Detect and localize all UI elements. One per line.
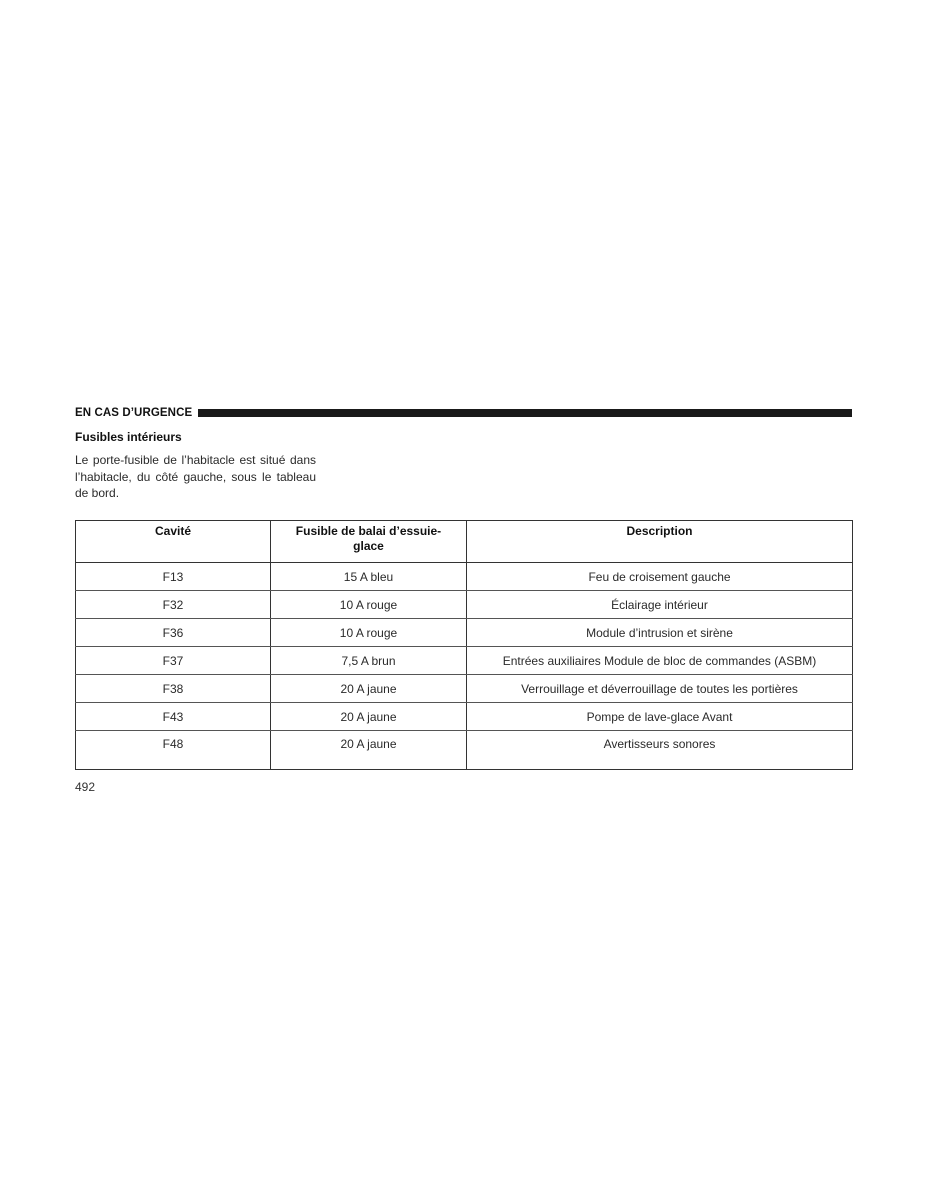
page-number: 492 — [75, 780, 96, 794]
cell-fuse: 20 A jaune — [271, 675, 467, 703]
section-header — [75, 406, 852, 420]
cell-fuse: 20 A jaune — [271, 703, 467, 731]
cell-cavity: F38 — [76, 675, 271, 703]
table-row — [76, 647, 853, 675]
chapter-title: EN CAS D’URGENCE — [75, 407, 193, 419]
table-row — [76, 703, 853, 731]
cell-fuse: 15 A bleu — [271, 563, 467, 591]
table-header-row — [76, 521, 853, 563]
table-row — [76, 563, 853, 591]
cell-description: Pompe de lave-glace Avant — [467, 703, 853, 731]
cell-description: Éclairage intérieur — [467, 591, 853, 619]
header-rule — [198, 409, 852, 417]
section-title: Fusibles intérieurs — [75, 430, 182, 444]
table-row — [76, 591, 853, 619]
cell-fuse: 7,5 A brun — [271, 647, 467, 675]
table-row — [76, 675, 853, 703]
cell-cavity: F36 — [76, 619, 271, 647]
table-row — [76, 619, 853, 647]
cell-cavity: F13 — [76, 563, 271, 591]
column-header-fuse: Fusible de balai d’essuie-glace — [271, 521, 467, 563]
cell-description: Entrées auxiliaires Module de bloc de commandes (ASBM) — [467, 647, 853, 675]
table-row — [76, 731, 853, 770]
cell-cavity: F37 — [76, 647, 271, 675]
cell-cavity: F43 — [76, 703, 271, 731]
cell-cavity: F32 — [76, 591, 271, 619]
fuse-table — [75, 520, 853, 770]
cell-description: Module d’intrusion et sirène — [467, 619, 853, 647]
column-header-description: Description — [467, 521, 853, 563]
cell-description: Feu de croisement gauche — [467, 563, 853, 591]
cell-fuse: 10 A rouge — [271, 591, 467, 619]
cell-fuse: 20 A jaune — [271, 731, 467, 770]
cell-fuse: 10 A rouge — [271, 619, 467, 647]
cell-description: Avertisseurs sonores — [467, 731, 853, 770]
intro-paragraph: Le porte-fusible de l’habitacle est situé dans l’habitacle, du côté gauche, sous le tableau de bord. — [75, 453, 316, 500]
column-header-cavity: Cavité — [76, 521, 271, 563]
cell-cavity: F48 — [76, 731, 271, 770]
cell-description: Verrouillage et déverrouillage de toutes les portières — [467, 675, 853, 703]
